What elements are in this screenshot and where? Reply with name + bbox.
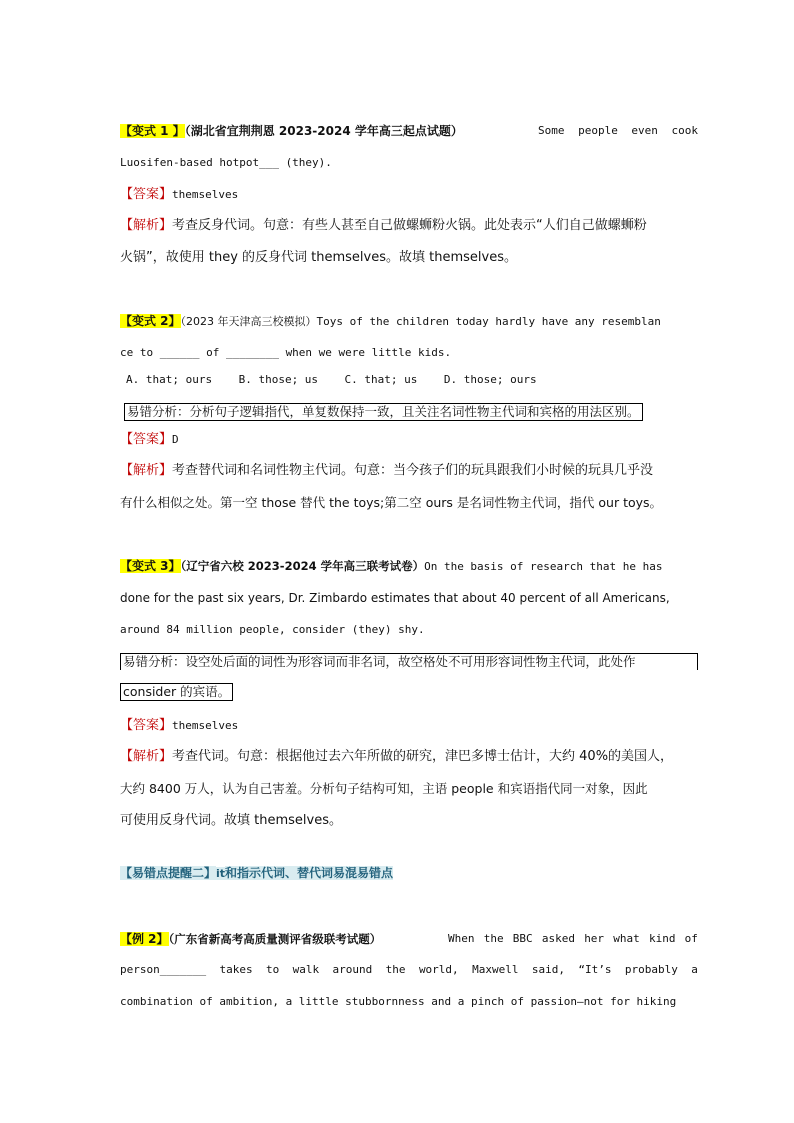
v2-analysis-line1: 【解析】考查替代词和名词性物主代词。句意：当今孩子们的玩具跟我们小时候的玩具几乎没	[120, 463, 654, 478]
ex2-word: her	[584, 932, 605, 945]
v3-question-line3: around 84 million people, consider (they) shy.	[120, 623, 425, 636]
ex2-word: BBC	[512, 932, 533, 945]
ex2-word: Maxwell	[472, 963, 519, 976]
v3-analysis-line3: 可使用反身代词。故填 themselves。	[120, 813, 342, 828]
ex2-word: walk	[292, 963, 320, 976]
ex2-word: “It’s	[578, 963, 612, 976]
ex2-word: the	[385, 963, 406, 976]
ex2-question-line3: combination of ambition, a little stubbornness and a pinch of passion—not for hiking	[120, 995, 677, 1008]
v1-label: 【变式 1 】	[120, 124, 185, 138]
v2-tip-box: 易错分析：分析句子逻辑指代，单复数保持一致，且关注名词性物主代词和宾格的用法区别。	[124, 403, 643, 421]
v2-label: 【变式 2】	[120, 314, 181, 328]
ex2-word: asked	[541, 932, 575, 945]
v1-answer: 【答案】themselves	[120, 187, 239, 202]
v3-analysis-line2: 大约 8400 万人，认为自己害羞。分析句子结构可知，主语 people 和宾语指代同一对象，因此	[120, 781, 648, 796]
v1-word: Some	[538, 124, 565, 137]
ex2-word: a	[691, 963, 698, 976]
v1-question-line2: Luosifen-based hotpot___ (they).	[120, 156, 332, 169]
ex2-word: the	[483, 932, 504, 945]
v2-answer: 【答案】D	[120, 432, 179, 447]
v1-source: （湖北省宜荆荆恩 2023-2024 学年高三起点试题）	[184, 124, 463, 138]
v2-options: A. that; ours B. those; us C. that; us D. those; ours	[126, 373, 537, 386]
section-title: 【易错点提醒二】it和指示代词、替代词易混易错点	[120, 866, 394, 880]
v3-question-line1: 【变式 3】（辽宁省六校 2023-2024 学年高三联考试卷）On the basis of research that he has	[120, 559, 663, 573]
v3-label: 【变式 3】	[120, 559, 181, 573]
ex2-word: to	[266, 963, 280, 976]
ex2-word: person_______	[120, 963, 207, 976]
ex2-question-line1: 【例 2】（广东省新高考高质量测评省级联考试题） When the BBC asked her what kind of	[120, 932, 698, 946]
ex2-word: takes	[219, 963, 253, 976]
ex2-word: When	[448, 932, 475, 945]
v3-answer: 【答案】themselves	[120, 718, 239, 733]
ex2-word: probably	[624, 963, 678, 976]
v1-analysis-line2: 火锅”，故使用 they 的反身代词 themselves。故填 themselves。	[120, 250, 517, 265]
v1-analysis-line1: 【解析】考查反身代词。句意：有些人甚至自己做螺蛳粉火锅。此处表示“人们自己做螺蛳粉	[120, 218, 647, 233]
ex2-label: 【例 2】	[120, 932, 169, 946]
v2-question-line1: 【变式 2】（2023 年天津高三校模拟）Toys of the children today hardly have any resemblan	[120, 314, 661, 328]
ex2-word: said,	[531, 963, 565, 976]
v1-word: even	[631, 124, 658, 137]
v3-tip-box-line2: consider 的宾语。	[120, 683, 233, 701]
v1-word: people	[578, 124, 618, 137]
v3-analysis-line1: 【解析】考查代词。句意：根据他过去六年所做的研究，津巴多博士估计，大约 40%的美国人，	[120, 749, 674, 764]
v2-analysis-line2: 有什么相似之处。第一空 those 替代 the toys;第二空 ours 是名词性物主代词，指代 our toys。	[120, 495, 663, 510]
v3-question-line2: done for the past six years, Dr. Zimbardo estimates that about 40 percent of all Americans,	[120, 591, 670, 605]
ex2-word: world,	[418, 963, 459, 976]
ex2-word: what	[613, 932, 640, 945]
v3-tip-box-line1: 易错分析：设空处后面的词性为形容词而非名词，故空格处不可用形容词性物主代词，此处作	[120, 653, 698, 670]
ex2-word: kind	[648, 932, 676, 945]
ex2-word: around	[332, 963, 373, 976]
ex2-question-line2	[120, 962, 698, 978]
v2-question-line2: ce to ______ of ________ when we were little kids.	[120, 346, 452, 359]
v1-word: cook	[671, 124, 698, 137]
v1-question-line1	[120, 123, 698, 139]
ex2-word: of	[684, 932, 698, 945]
